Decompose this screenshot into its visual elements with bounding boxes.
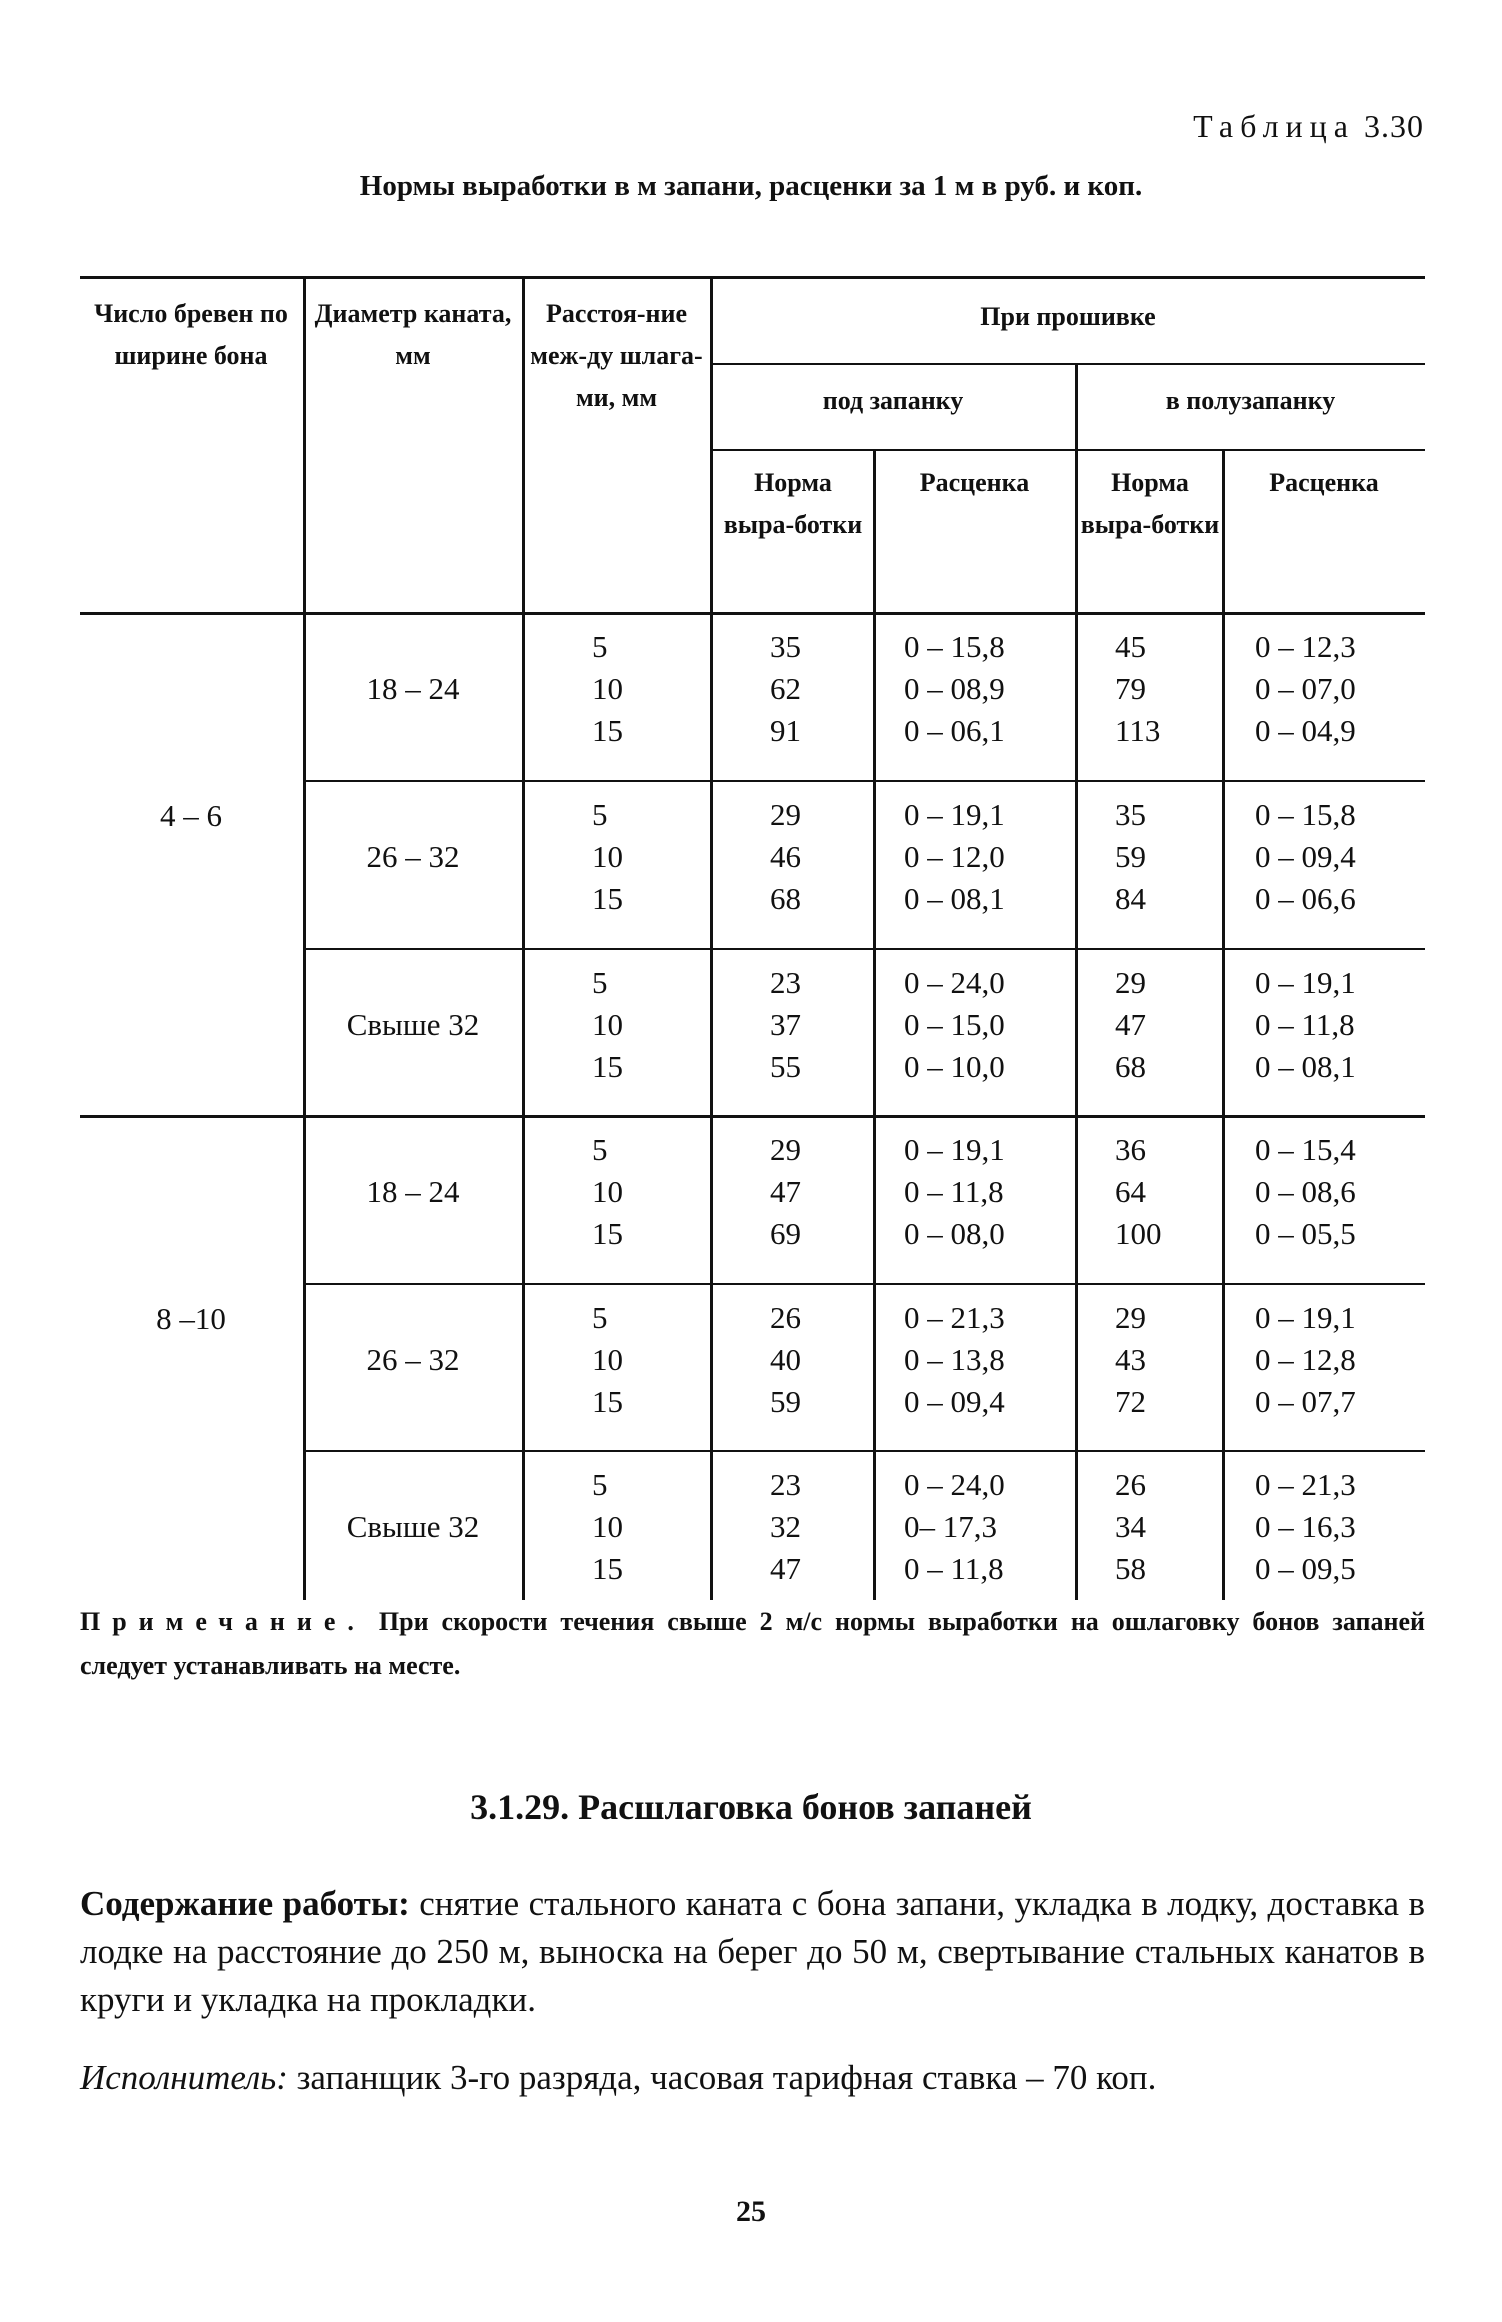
header-logs: Число бревен по ширине бона	[94, 299, 288, 370]
distance-cell: 5 10 15	[592, 965, 623, 1084]
rate-half-cell: 0 – 12,3 0 – 07,0 0 – 04,9	[1255, 629, 1356, 748]
executor-text: запанщик 3-го разряда, часовая тарифная ставка – 70 коп.	[296, 2058, 1157, 2097]
rate-under-cell: 0 – 24,0 0– 17,3 0 – 11,8	[904, 1467, 1005, 1586]
page-number: 25	[736, 2195, 766, 2228]
rate-under-cell: 0 – 19,1 0 – 11,8 0 – 08,0	[904, 1132, 1005, 1251]
distance-cell: 5 10 15	[592, 1132, 623, 1251]
executor-label: Исполнитель:	[80, 2058, 288, 2097]
rate-under-cell: 0 – 19,1 0 – 12,0 0 – 08,1	[904, 797, 1005, 916]
header-half: в полузапанку	[1165, 386, 1336, 415]
table-label-number: 3.30	[1364, 108, 1424, 144]
rate-under-cell: 0 – 21,3 0 – 13,8 0 – 09,4	[904, 1300, 1005, 1419]
diameter-cell: Свыше 32	[346, 1509, 480, 1544]
header-stitching: При прошивке	[980, 302, 1156, 331]
group-logs: 4 – 6	[160, 798, 222, 833]
header-norm-half: Норма выра-ботки	[1080, 468, 1220, 539]
note-text: При скорости течения свыше 2 м/с нормы выработки на ошлаговку бонов запаней следует устанавливать на месте.	[80, 1607, 1426, 1680]
content-text: снятие стального каната с бона запани, укладка в лодку, доставка в лодке на расстояние до 250 м, выноска на берег до 50 м, свертывание стальных канатов в круги и укладка на прокладки.	[80, 1884, 1425, 2019]
header-norm-under: Норма выра-ботки	[723, 468, 863, 539]
norm-half-cell: 29 43 72	[1115, 1300, 1146, 1419]
rate-half-cell: 0 – 15,4 0 – 08,6 0 – 05,5	[1255, 1132, 1356, 1251]
section-title: 3.1.29. Расшлаговка бонов запаней	[470, 1787, 1032, 1827]
norm-under-cell: 23 37 55	[770, 965, 801, 1084]
rate-under-cell: 0 – 15,8 0 – 08,9 0 – 06,1	[904, 629, 1005, 748]
norm-half-cell: 29 47 68	[1115, 965, 1146, 1084]
diameter-cell: Свыше 32	[346, 1007, 480, 1042]
executor-paragraph	[80, 2054, 1425, 2102]
group-logs: 8 –10	[156, 1301, 226, 1336]
rate-half-cell: 0 – 15,8 0 – 09,4 0 – 06,6	[1255, 797, 1356, 916]
norm-under-cell: 35 62 91	[770, 629, 801, 748]
table-caption: Нормы выработки в м запани, расценки за 1 м в руб. и коп.	[359, 170, 1143, 202]
distance-cell: 5 10 15	[592, 1467, 623, 1586]
rate-half-cell: 0 – 19,1 0 – 12,8 0 – 07,7	[1255, 1300, 1356, 1419]
norm-under-cell: 23 32 47	[770, 1467, 801, 1586]
header-rate-half: Расценка	[1269, 468, 1379, 497]
diameter-cell: 18 – 24	[366, 1174, 460, 1209]
note-label: Примечание.	[80, 1607, 366, 1636]
rate-under-cell: 0 – 24,0 0 – 15,0 0 – 10,0	[904, 965, 1005, 1084]
diameter-cell: 18 – 24	[366, 671, 460, 706]
header-under: под запанку	[822, 386, 964, 415]
norm-under-cell: 26 40 59	[770, 1300, 801, 1419]
norm-half-cell: 36 64 100	[1115, 1132, 1162, 1251]
diameter-cell: 26 – 32	[366, 1342, 460, 1377]
rate-half-cell: 0 – 19,1 0 – 11,8 0 – 08,1	[1255, 965, 1356, 1084]
rate-half-cell: 0 – 21,3 0 – 16,3 0 – 09,5	[1255, 1467, 1356, 1586]
table-label-word: Таблица	[1193, 108, 1355, 144]
diameter-cell: 26 – 32	[366, 839, 460, 874]
header-rate-under: Расценка	[919, 468, 1030, 497]
content-label: Содержание работы:	[80, 1884, 410, 1923]
norm-half-cell: 45 79 113	[1115, 629, 1161, 748]
table-note	[80, 1600, 1425, 1688]
norm-half-cell: 26 34 58	[1115, 1467, 1146, 1586]
distance-cell: 5 10 15	[592, 1300, 623, 1419]
header-diameter: Диаметр каната, мм	[314, 299, 512, 370]
norm-under-cell: 29 47 69	[770, 1132, 801, 1251]
norm-half-cell: 35 59 84	[1115, 797, 1146, 916]
distance-cell: 5 10 15	[592, 797, 623, 916]
distance-cell: 5 10 15	[592, 629, 623, 748]
content-paragraph	[80, 1880, 1425, 2024]
header-distance: Расстоя-ние меж-ду шлага-ми, мм	[530, 299, 703, 412]
norm-under-cell: 29 46 68	[770, 797, 801, 916]
